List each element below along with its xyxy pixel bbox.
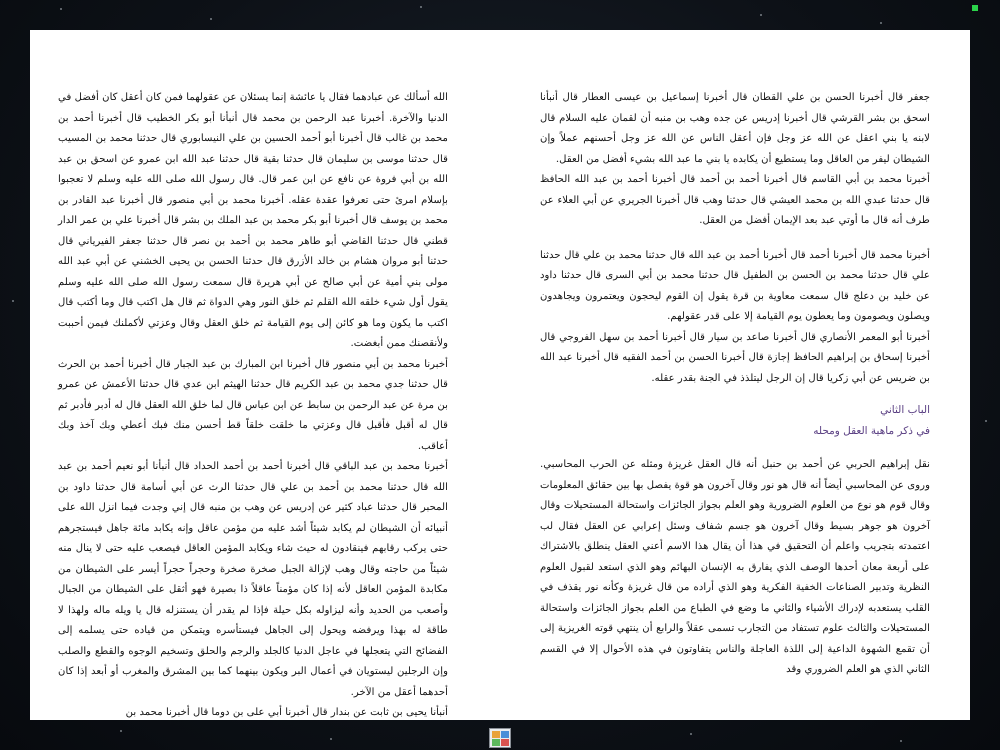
app-icon-tile xyxy=(501,731,509,738)
paragraph: نقل إبراهيم الحربي عن أحمد بن حنبل أنه قال العقل غريزة ومثله عن الحرب المحاسبي. وروى عن المحاسبي أيضاً أنه قال هو نور وقال آخرون هو قوة يفصل بها بين حقائق المعلومات وقال قوم هو نوع من العلوم الضرورية وهو العلم بجواز الجائزات واستحالة المستحيلات وقال آخرون هو جوهر بسيط وقال آخرون هو جسم شفاف وسئل إعرابي عن العقل فقال لب اعتمدته بتجريب واعلم أن التحقيق في هذا أن يقال هذا الاسم أعني العقل ينطلق بالاشتراك على أربعة معان أحدها الوصف الذي يفارق به الإنسان البهائم وهو الذي استعد لقبول العلوم النظرية وتدبير الصناعات الخفية الفكرية وهو الذي أراده من قال غريزة وكأنه نور يقذف في القلب يستعدبه لإدراك الأشياء والثاني ما وضع في الطباع من العلم بجواز الجائزات واستحالة المستحيلات والثالث علوم تستفاد من التجارب تسمى عقلاً والرابع أن ينتهي قوته الغريزية إلى أن تقمع الشهوة الداعية إلى اللذة العاجلة والناس يتفاوتون في هذه الأحوال إلا في القسم الثاني الذي هو العلم الضروري وقد xyxy=(540,459,930,675)
status-indicator xyxy=(972,5,978,11)
background-star xyxy=(880,22,882,24)
chapter-heading: الباب الثاني xyxy=(880,404,930,416)
paragraph-gap xyxy=(540,389,930,400)
app-icon[interactable] xyxy=(489,728,511,748)
paragraph: الله أسألك عن عبادهما فقال يا عائشة إنما يسئلان عن عقولهما فمن كان أعقل كان أفضل في الدنيا والآخرة. أخبرنا عبد الرحمن بن محمد قال أنبأنا أبو بكر الخطيب قال أخبرنا أحمد بن محمد بن غالب قال أخبرنا أبو أحمد الحسين بن علي النيسابوري قال حدثنا محمد بن المسيب قال حدثنا موسى بن سليمان قال حدثنا بقية قال حدثنا عبد الله ابن عمرو عن اسحق بن عبد الله بن أبي فروة عن نافع عن ابن عمر قال. قال رسول الله صلى الله عليه وسلم لا تعجبوا بإسلام امرئ حتى تعرفوا عقدة عقله. أخبرنا محمد بن أبي منصور قال أخبرنا عبد القادر بن محمد بن يوسف قال أخبرنا أبو بكر محمد بن عبد الملك بن بشر قال أخبرنا علي بن عمر الدار قطني قال حدثنا القاضي أبو طاهر محمد بن أحمد بن نصر قال حدثنا جعفر الفيرياني قال حدثنا أبو مروان هشام بن خالد الأزرق قال حدثنا الحسن بن يحيى الخشني عن أبي عبد الله مولى بني أمية عن أبي صالح عن أبي هريرة قال سمعت رسول الله صلى الله عليه وسلم يقول أول شيء خلقه الله القلم ثم خلق النور وهي الدواة ثم قال هل اكتب قال وما أكتب قال اكتب ما يكون وما هو كائن إلى يوم القيامة ثم خلق العقل وقال وعزتي لأكملنك فيمن أحببت ولأنقصنك ممن أبغضت. xyxy=(58,92,448,349)
background-star xyxy=(760,14,762,16)
app-icon-tile xyxy=(492,739,500,746)
paragraph: جعفر قال أخبرنا الحسن بن علي القطان قال أخبرنا إسماعيل بن عيسى العطار قال أنبأنا اسحق بن بشر القرشي قال أخبرنا إدريس عن جده وهب بن منبه أن لقمان عليه السلام قال لابنه يا بني اعقل عن الله عز وجل فإن أعقل الناس عن الله عز وجل أحسنهم عملاً وإن الشيطان ليفر من العاقل وما يستطيع أن يكابده يا بني ما عبد الله بشيء أفضل من العقل. xyxy=(540,92,930,165)
paragraph: أخبرنا أبو المعمر الأنصاري قال أخبرنا صاعد بن سيار قال أخبرنا أحمد بن سهل الفروجي قال أخبرنا إسحاق بن إبراهيم الحافظ إجازة قال أخبرنا الحسن بن أحمد الفقيه قال أخبرنا عبد الله بن ضريس عن أبي زكريا قال إن الرجل ليتلذذ في الجنة بقدر عقله. xyxy=(540,331,930,384)
chapter-subheading: في ذكر ماهية العقل ومحله xyxy=(813,424,930,437)
paragraph: أنبأنا يحيى بن ثابت عن بندار قال أخبرنا أبي على بن دوما قال أخبرنا محمد بن xyxy=(125,707,448,718)
paragraph: أخبرنا محمد قال أخبرنا أحمد قال أخبرنا أحمد بن عبد الله قال حدثنا محمد بن علي قال حدثنا علي قال حدثنا محمد بن الحسن بن الطفيل قال حدثنا محمد بن أبي السرى قال حدثنا داود عن خليد بن دعلج قال سمعت معاوية بن قرة يقول إن القوم ليحجون ويعتمرون ويجاهدون ويصلون ويصومون وما يعطون يوم القيامة إلا على قدر عقولهم. xyxy=(540,249,930,322)
paragraph: أخبرنا محمد بن عبد الباقي قال أخبرنا أحمد بن أحمد الحداد قال أنبأنا أبو نعيم أحمد بن عبد الله قال حدثنا محمد بن أحمد بن علي قال حدثنا الرث عن أبي أسامة قال حدثنا داود بن المحبر قال حدثنا عباد كثير عن إدريس عن وهب بن منبه قال إني وجدت فيما انزل الله على أنبيائه أن الشيطان لم يكابد شيئاً أشد عليه من مؤمن عاقل وإنه يكابد مائة جاهل فيستجرهم حتى يركب رقابهم فينقادون له حيث شاء ويكابد المؤمن العاقل فيصعب عليه حتى لا ينال منه شيئاً من حاجته وقال وهب لإزالة الجبل صخرة صخرة وحجراً حجراً أيسر على الشيطان من مكابدة المؤمن العاقل لأنه إذا كان مؤمناً عاقلاً ذا بصيرة فهو أثقل على الشيطان من الجبال وأصعب من الحديد وأنه ليزاوله بكل حيلة فإذا لم يقدر أن يستنزله قال يا ويله ماله ولهذا لا طاقة له بهذا ويرفضه ويحول إلى الجاهل فيستأسره ويتمكن من قياده حتى يسلمه إلى الفضائح التي يتعجلها في عاجل الدنيا كالجلد والرجم والحلق وتسخيم الوجوه والقطع والصلب وإن الرجلين ليستويان في أعمال البر ويكون بينهما كما بين المشرق والمغرب أو أبعد إذا كان أحدهما أعقل من الآخر. xyxy=(58,461,448,698)
background-star xyxy=(330,738,332,740)
background-star xyxy=(690,733,692,735)
right-page-column xyxy=(540,88,930,681)
paragraph-gap xyxy=(540,232,930,246)
background-star xyxy=(60,8,62,10)
left-page-column xyxy=(58,88,448,720)
background-star xyxy=(420,6,422,8)
background-star xyxy=(210,18,212,20)
paragraph: أخبرنا محمد بن أبي القاسم قال أخبرنا أحمد بن أحمد قال أخبرنا أحمد بن عبد الله الحافظ قال حدثنا عبدي الله بن محمد العيشي قال حدثنا وهب قال أخبرنا الجريري عن أبي العلاء عن طرف أنه قال ما أوتي عبد بعد الإيمان أفضل من العقل. xyxy=(540,174,930,226)
background-star xyxy=(900,740,902,742)
background-star xyxy=(985,420,987,422)
app-icon-tile xyxy=(492,731,500,738)
book-spread xyxy=(30,30,970,720)
background-star xyxy=(12,300,14,302)
paragraph: أخبرنا محمد بن أبي منصور قال أخبرنا ابن المبارك بن عبد الجبار قال أخبرنا أحمد بن الحرث قال حدثنا جدي محمد بن عبد الكريم قال حدثنا الهيثم ابن عدي قال حدثنا الأعمش عن عمرو بن مرة عن عبد الرحمن بن سابط عن ابن عباس قال لما خلق الله العقل قال له أدبر فأدبر ثم قال له أقبل فأقبل قال وعزتي ما خلقت خلقاً قط أحسن منك فبك أعطي وبك آخذ وبك أعاقب. xyxy=(58,358,448,452)
background-star xyxy=(120,730,122,732)
app-icon-tile xyxy=(501,739,509,746)
